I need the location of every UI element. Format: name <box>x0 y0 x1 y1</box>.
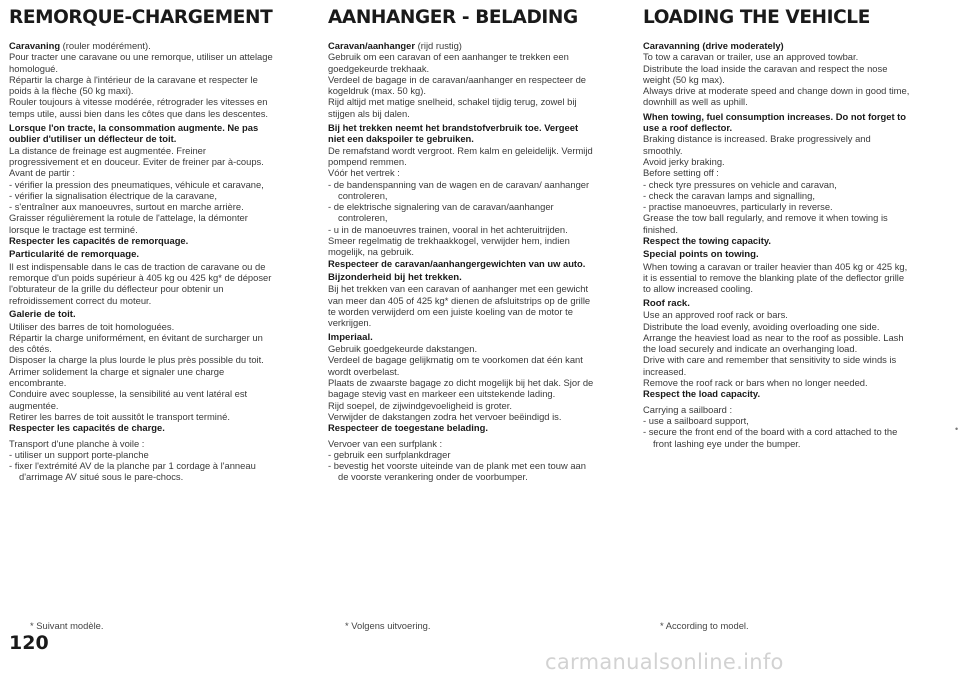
caravaning-line: poids à la flèche (50 kg maxi). <box>9 85 134 97</box>
roof-rack-line: Distribute the load evenly, avoiding overloading one side. <box>643 320 880 332</box>
caravaning-line: temps utile, aussi bien dans les côtes que dans les descentes. <box>9 107 269 119</box>
braking-line: smoothly. <box>643 144 683 156</box>
sailboard-item: - gebruik een surfplankdrager <box>328 448 451 460</box>
caravaning-line: Always drive at moderate speed and change down in good time, <box>643 85 910 97</box>
roof-rack-line: augmentée. <box>9 399 59 411</box>
caravaning-intro <box>9 40 301 51</box>
special-towing-line: l'obturateur de la grille du déflecteur pour obtenir un <box>9 283 224 295</box>
caravaning-title: Caravaning <box>9 40 61 51</box>
special-towing-line: te worden verwijderd om een juiste koeling van de motor te <box>328 306 573 318</box>
sailboard-item: - use a sailboard support, <box>643 414 749 426</box>
sailboard-item: - utiliser un support porte-planche <box>9 448 149 460</box>
checklist-item: - de elektrische signalering van de caravan/aanhanger <box>328 201 554 213</box>
special-towing-line: When towing a caravan or trailer heavier than 405 kg or 425 kg, <box>643 260 908 272</box>
section-sailboard <box>328 438 620 483</box>
grease-line: Smeer regelmatig de trekhaakkogel, verwijder hem, indien <box>328 235 570 247</box>
consumption-warning-line: use a roof deflector. <box>643 122 733 134</box>
caravaning-line: goedgekeurde trekhaak. <box>328 62 430 74</box>
roof-rack-line: Disposer la charge la plus lourde le plus près possible du toit. <box>9 354 264 366</box>
footnote-english: * According to model. <box>660 620 749 631</box>
sailboard-item: de voorste verankering onder de voorbumper. <box>338 471 528 483</box>
caravaning-line: homologué. <box>9 62 58 74</box>
page-title: LOADING THE VEHICLE <box>643 7 870 28</box>
roof-rack-line: Use an approved roof rack or bars. <box>643 309 788 321</box>
roof-rack-line: encombrante. <box>9 377 67 389</box>
page-title: AANHANGER - BELADING <box>328 7 578 28</box>
caravaning-note: (rouler modérément). <box>60 40 151 51</box>
load-capacity-note: Respecter les capacités de charge. <box>9 422 165 434</box>
caravaning-line: Distribute the load inside the caravan and respect the nose <box>643 62 888 74</box>
caravaning-note: (rijd rustig) <box>415 40 462 51</box>
roof-rack-line: Plaats de zwaarste bagage zo dicht mogelijk bij het dak. Sjor de <box>328 377 594 389</box>
sailboard-intro: Transport d'une planche à voile : <box>9 437 145 449</box>
consumption-warning-line: oublier d'utiliser un déflecteur de toit. <box>9 133 177 145</box>
section-special-towing <box>9 249 301 306</box>
checklist-item: - check the caravan lamps and signalling, <box>643 189 815 201</box>
roof-rack-line: Gebruik goedgekeurde dakstangen. <box>328 343 478 355</box>
towing-capacity-note: Respecter les capacités de remorquage. <box>9 235 189 247</box>
consumption-warning-line: Bij het trekken neemt het brandstofverbruik toe. Vergeet <box>328 122 579 134</box>
caravaning-line: Rijd altijd met matige snelheid, schakel tijdig terug, zowel bij <box>328 96 577 108</box>
roof-rack-line: Répartir la charge uniformément, en évitant de surcharger un <box>9 331 263 343</box>
roof-rack-line: increased. <box>643 365 687 377</box>
section-consumption <box>328 122 620 269</box>
checklist-item: - vérifier la signalisation électrique de la caravane, <box>9 189 217 201</box>
grease-line: finished. <box>643 223 678 235</box>
section-special-towing <box>643 249 943 294</box>
section-caravaning <box>9 40 301 119</box>
checklist-item: - s'entraîner aux manoeuvres, surtout en marche arrière. <box>9 201 244 213</box>
special-towing-heading: Special points on towing. <box>643 249 759 261</box>
roof-rack-line: wordt overbelast. <box>328 365 400 377</box>
caravaning-line: weight (50 kg max). <box>643 73 725 85</box>
grease-line: lorsque le tractage est terminé. <box>9 223 138 235</box>
roof-rack-line: Rijd soepel, de zijwindgevoeligheid is groter. <box>328 399 512 411</box>
grease-line: Graisser régulièrement la rotule de l'attelage, la démonter <box>9 212 248 224</box>
caravaning-line: Répartir la charge à l'intérieur de la caravane et respecter le <box>9 73 258 85</box>
sailboard-item: - bevestig het voorste uiteinde van de plank met een touw aan <box>328 460 586 472</box>
section-caravaning <box>643 40 943 108</box>
section-consumption <box>643 111 943 247</box>
sailboard-item: d'arrimage AV situé sous le pare-chocs. <box>19 471 184 483</box>
towing-capacity-note: Respecteer de caravan/aanhangergewichten van uw auto. <box>328 257 586 269</box>
caravaning-line: stijgen als bij dalen. <box>328 107 410 119</box>
caravaning-title: Caravanning (drive moderately) <box>643 40 784 51</box>
roof-rack-line: bagage stevig vast en markeer een uitstekende lading. <box>328 388 556 400</box>
page-title: REMORQUE-CHARGEMENT <box>9 7 273 28</box>
column-dutch <box>328 8 620 486</box>
sailboard-item: - secure the front end of the board with a cord attached to the <box>643 426 898 438</box>
special-towing-line: verkrijgen. <box>328 317 372 329</box>
roof-rack-line: Arrimer solidement la charge et signaler une charge <box>9 365 225 377</box>
braking-line: Before setting off : <box>643 167 719 179</box>
roof-rack-line: Arrange the heaviest load as near to the roof as possible. Lash <box>643 331 904 343</box>
grease-line: Grease the tow ball regularly, and remove it when towing is <box>643 212 888 224</box>
consumption-warning-line: When towing, fuel consumption increases. Do not forget to <box>643 110 907 122</box>
caravaning-line: downhill as well as uphill. <box>643 96 748 108</box>
special-towing-line: remorque d'un poids supérieur à 405 kg ou 425 kg* de déposer <box>9 272 272 284</box>
checklist-item: controleren, <box>338 212 388 224</box>
checklist-item: - u in de manoeuvres trainen, vooral in het achteruitrijden. <box>328 223 568 235</box>
roof-rack-line: the load securely and indicate an overhanging load. <box>643 343 858 355</box>
checklist-item: controleren, <box>338 189 388 201</box>
section-sailboard <box>643 404 943 449</box>
special-towing-heading: Bijzonderheid bij het trekken. <box>328 271 462 283</box>
braking-line: De remafstand wordt vergroot. Rem kalm en geleidelijk. Vermijd <box>328 144 593 156</box>
section-roof-rack <box>328 332 620 434</box>
roof-rack-line: Verdeel de bagage gelijkmatig om te voorkomen dat één kant <box>328 354 583 366</box>
column-french <box>9 8 301 486</box>
special-towing-heading: Particularité de remorquage. <box>9 249 140 261</box>
caravaning-intro <box>328 40 620 51</box>
column-english <box>643 8 943 452</box>
checklist-item: - practise manoeuvres, particularly in reverse. <box>643 201 833 213</box>
roof-rack-line: Conduire avec souplesse, la sensibilité au vent latéral est <box>9 388 248 400</box>
consumption-warning-line: niet een dakspoiler te gebruiken. <box>328 133 474 145</box>
footnote-french: * Suivant modèle. <box>30 620 104 631</box>
roof-rack-heading: Galerie de toit. <box>9 309 76 321</box>
section-caravaning <box>328 40 620 119</box>
special-towing-line: to allow increased cooling. <box>643 283 753 295</box>
towing-capacity-note: Respect the towing capacity. <box>643 235 771 247</box>
consumption-warning-line: Lorsque l'on tracte, la consommation augmente. Ne pas <box>9 122 259 134</box>
special-towing-line: refroidissement correct du moteur. <box>9 294 152 306</box>
section-roof-rack <box>643 298 943 400</box>
caravaning-intro <box>643 40 943 51</box>
braking-line: progressivement et en douceur. Eviter de freiner par à-coups. <box>9 155 264 167</box>
page-number: 120 <box>9 632 49 654</box>
roof-rack-line: Verwijder de dakstangen zodra het vervoer beëindigd is. <box>328 410 562 422</box>
section-roof-rack <box>9 309 301 433</box>
sailboard-intro: Carrying a sailboard : <box>643 403 733 415</box>
roof-rack-line: Retirer les barres de toit aussitôt le transport terminé. <box>9 410 230 422</box>
footnote-dutch: * Volgens uitvoering. <box>345 620 431 631</box>
caravaning-line: kogeldruk (max. 50 kg). <box>328 85 426 97</box>
checklist-item: - check tyre pressures on vehicle and caravan, <box>643 178 837 190</box>
caravaning-line: Gebruik om een caravan of een aanhanger te trekken een <box>328 51 569 63</box>
special-towing-line: it is essential to remove the blanking plate of the deflector grille <box>643 272 905 284</box>
checklist-item: - vérifier la pression des pneumatiques, véhicule et caravane, <box>9 178 264 190</box>
roof-rack-line: Utiliser des barres de toit homologuées. <box>9 320 175 332</box>
special-towing-line: Bij het trekken van een caravan of aanhanger met een gewicht <box>328 283 589 295</box>
roof-rack-heading: Imperiaal. <box>328 331 373 343</box>
braking-line: Braking distance is increased. Brake progressively and <box>643 133 871 145</box>
roof-rack-line: Remove the roof rack or bars when no longer needed. <box>643 377 868 389</box>
special-towing-line: Il est indispensable dans le cas de traction de caravane ou de <box>9 260 266 272</box>
caravaning-title: Caravan/aanhanger <box>328 40 416 51</box>
load-capacity-note: Respecteer de toegestane belading. <box>328 422 488 434</box>
special-towing-line: van meer dan 405 of 425 kg* dienen de afsluitstrips op de grille <box>328 294 591 306</box>
roof-rack-heading: Roof rack. <box>643 297 690 309</box>
braking-line: La distance de freinage est augmentée. Freiner <box>9 144 206 156</box>
caravaning-line: To tow a caravan or trailer, use an approved towbar. <box>643 51 859 63</box>
section-special-towing <box>328 272 620 329</box>
checklist-item: - de bandenspanning van de wagen en de caravan/ aanhanger <box>328 178 590 190</box>
braking-line: Avoid jerky braking. <box>643 155 725 167</box>
sailboard-item: - fixer l'extrémité AV de la planche par 1 cordage à l'anneau <box>9 460 256 472</box>
watermark: carmanualsonline.info <box>545 650 784 674</box>
caravaning-line: Pour tracter une caravane ou une remorque, utiliser un attelage <box>9 51 273 63</box>
stray-dot-mark: • <box>955 424 959 434</box>
roof-rack-line: Drive with care and remember that sensitivity to side winds is <box>643 354 897 366</box>
braking-line: Avant de partir : <box>9 167 76 179</box>
section-sailboard <box>9 438 301 483</box>
braking-line: pompend remmen. <box>328 155 407 167</box>
section-consumption <box>9 122 301 246</box>
roof-rack-line: des côtés. <box>9 343 52 355</box>
caravaning-line: Verdeel de bagage in de caravan/aanhanger en respecteer de <box>328 73 587 85</box>
sailboard-item: front lashing eye under the bumper. <box>653 437 801 449</box>
load-capacity-note: Respect the load capacity. <box>643 388 761 400</box>
caravaning-line: Rouler toujours à vitesse modérée, rétrograder les vitesses en <box>9 96 268 108</box>
sailboard-intro: Vervoer van een surfplank : <box>328 437 443 449</box>
grease-line: mogelijk, na gebruik. <box>328 246 414 258</box>
braking-line: Vóór het vertrek : <box>328 167 400 179</box>
